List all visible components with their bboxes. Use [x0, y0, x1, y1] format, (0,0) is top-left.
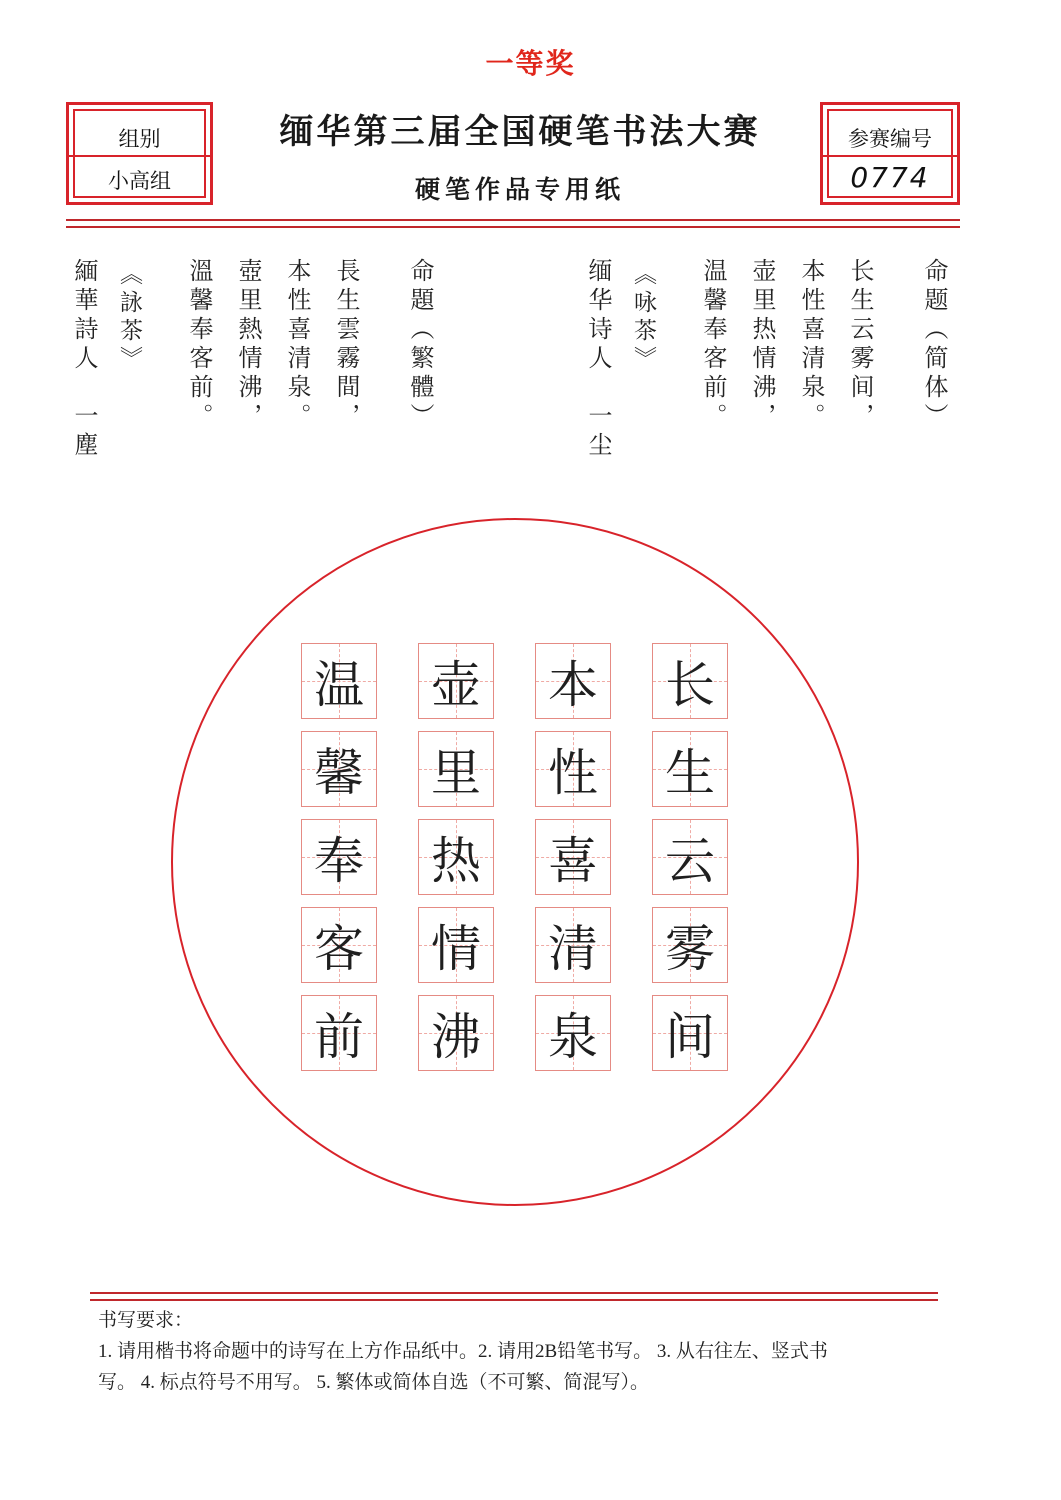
trad-col-4: 壺里熱情沸， [234, 258, 262, 432]
simp-col-1: 命题（简体） [920, 258, 948, 432]
writing-cell [652, 643, 728, 719]
simp-col-3: 本性喜清泉。 [797, 258, 825, 432]
writing-cell [301, 907, 377, 983]
written-character: 奉 [314, 832, 364, 890]
written-character: 温 [314, 656, 364, 714]
requirements-line-2: 写。 4. 标点符号不用写。 5. 繁体或简体自选（不可繁、简混写）。 [98, 1372, 650, 1393]
written-character: 雾 [665, 920, 715, 978]
writing-cell [301, 731, 377, 807]
writing-cell [418, 819, 494, 895]
writing-cell [301, 819, 377, 895]
written-character: 壶 [431, 656, 481, 714]
written-character: 沸 [431, 1008, 481, 1066]
requirements-heading: 书写要求： [98, 1310, 194, 1331]
group-divider [69, 155, 210, 157]
writing-cell [535, 731, 611, 807]
writing-cell [418, 907, 494, 983]
writing-cell [535, 907, 611, 983]
award-label: 一等奖 [485, 47, 576, 80]
written-character: 里 [431, 744, 481, 802]
footer-rule-top [90, 1292, 938, 1294]
writing-cell [418, 995, 494, 1071]
writing-cell [652, 819, 728, 895]
written-character: 情 [431, 920, 481, 978]
writing-cell [418, 731, 494, 807]
trad-col-5: 溫馨奉客前。 [185, 258, 213, 432]
entry-number-box [820, 102, 960, 205]
entry-number-value: 0774 [850, 161, 930, 194]
writing-cell [652, 907, 728, 983]
written-character: 性 [548, 744, 598, 802]
group-label: 组别 [118, 127, 161, 151]
simp-col-7: 缅华诗人 一尘 [584, 258, 612, 461]
simp-col-2: 长生云雾间， [846, 258, 874, 432]
written-character: 间 [665, 1008, 715, 1066]
footer-rule-bottom [90, 1299, 938, 1301]
written-character: 本 [548, 656, 598, 714]
writing-cell [535, 643, 611, 719]
writing-cell [535, 995, 611, 1071]
contest-title: 缅华第三届全国硬笔书法大赛 [279, 112, 761, 152]
header-rule-top [66, 219, 960, 221]
written-character: 前 [314, 1008, 364, 1066]
written-character: 馨 [314, 744, 364, 802]
entry-divider [823, 155, 957, 157]
trad-col-1: 命題（繁體） [406, 258, 434, 432]
paper-subtitle: 硬笔作品专用纸 [414, 175, 625, 204]
trad-col-3: 本性喜清泉。 [283, 258, 311, 432]
written-character: 热 [431, 832, 481, 890]
written-character: 喜 [548, 832, 598, 890]
simp-col-4: 壶里热情沸， [748, 258, 776, 432]
writing-cell [652, 995, 728, 1071]
trad-col-7: 緬華詩人 一塵 [70, 258, 98, 461]
requirements-line-1: 1. 请用楷书将命题中的诗写在上方作品纸中。2. 请用2B铅笔书写。 3. 从右往左、竖式书 [98, 1341, 828, 1362]
writing-cell [301, 643, 377, 719]
group-box [66, 102, 213, 205]
trad-col-6: 《詠茶》 [116, 262, 142, 374]
writing-cell [535, 819, 611, 895]
written-character: 客 [314, 920, 364, 978]
written-character: 泉 [548, 1008, 598, 1066]
group-value: 小高组 [108, 169, 171, 193]
entry-number-label: 参赛编号 [848, 127, 932, 151]
writing-cell [652, 731, 728, 807]
written-character: 云 [665, 832, 715, 890]
written-character: 清 [548, 920, 598, 978]
writing-cell [301, 995, 377, 1071]
written-character: 生 [665, 744, 715, 802]
artwork-circle [171, 518, 859, 1206]
simp-col-5: 温馨奉客前。 [699, 258, 727, 432]
trad-col-2: 長生雲霧間， [332, 258, 360, 432]
simp-col-6: 《咏茶》 [630, 262, 656, 374]
header-rule-bottom [66, 226, 960, 228]
writing-cell [418, 643, 494, 719]
written-character: 长 [665, 656, 715, 714]
